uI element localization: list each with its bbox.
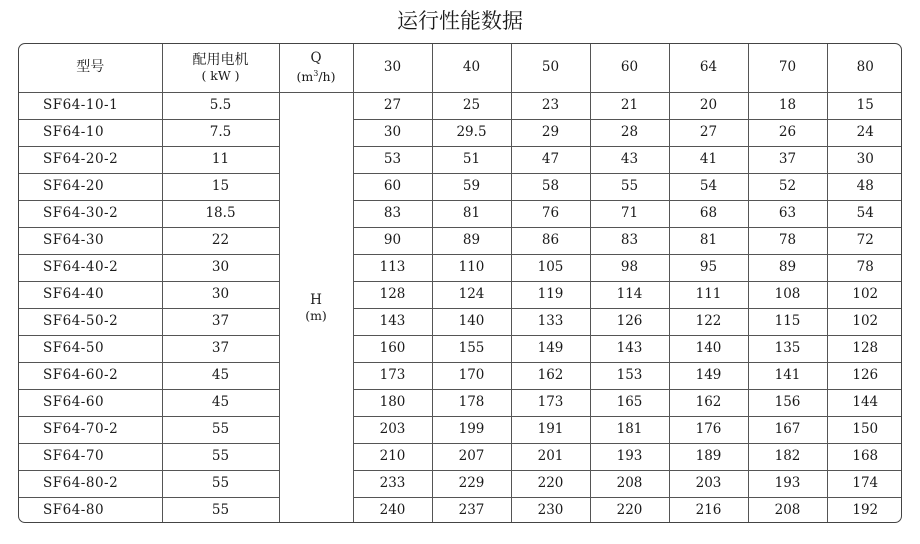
cell-head-value: 81 [432, 200, 511, 227]
cell-head-value: 181 [590, 416, 669, 443]
cell-head-value: 102 [827, 308, 902, 335]
cell-model: SF64-50 [19, 335, 162, 362]
col-header-flow-value: 30 [353, 44, 432, 92]
cell-power: 15 [162, 173, 279, 200]
cell-model: SF64-50-2 [19, 308, 162, 335]
cell-head-value: 199 [432, 416, 511, 443]
table-row [19, 497, 902, 523]
cell-head-value: 78 [748, 227, 827, 254]
cell-power: 37 [162, 335, 279, 362]
cell-power: 45 [162, 362, 279, 389]
cell-head-value: 168 [827, 443, 902, 470]
cell-head-value: 54 [669, 173, 748, 200]
table-row [19, 281, 902, 308]
col-header-flow-value: 40 [432, 44, 511, 92]
cell-head-value: 113 [353, 254, 432, 281]
cell-head-value: 124 [432, 281, 511, 308]
performance-table [18, 43, 902, 523]
cell-head-value: 25 [432, 92, 511, 119]
cell-head-value: 178 [432, 389, 511, 416]
cell-model: SF64-20-2 [19, 146, 162, 173]
cell-head-value: 86 [511, 227, 590, 254]
cell-head-value: 105 [511, 254, 590, 281]
col-header-flow-value: 64 [669, 44, 748, 92]
flow-label: Q [310, 50, 322, 67]
cell-head-value: 207 [432, 443, 511, 470]
cell-head-value: 208 [748, 497, 827, 523]
power-unit: ( kW ) [201, 67, 240, 83]
cell-head-value: 191 [511, 416, 590, 443]
cell-head-value: 230 [511, 497, 590, 523]
head-label-cell [279, 92, 353, 523]
cell-head-value: 55 [590, 173, 669, 200]
cell-head-value: 58 [511, 173, 590, 200]
flow-unit: $(m^3/h)$ [296, 69, 336, 85]
cell-head-value: 140 [669, 335, 748, 362]
cell-head-value: 153 [590, 362, 669, 389]
cell-head-value: 192 [827, 497, 902, 523]
cell-head-value: 78 [827, 254, 902, 281]
cell-head-value: 72 [827, 227, 902, 254]
table-row [19, 254, 902, 281]
cell-head-value: 174 [827, 470, 902, 497]
cell-model: SF64-30 [19, 227, 162, 254]
cell-head-value: 126 [827, 362, 902, 389]
col-header-flow-value: 70 [748, 44, 827, 92]
cell-power: 18.5 [162, 200, 279, 227]
col-header-flow-value: 50 [511, 44, 590, 92]
cell-head-value: 76 [511, 200, 590, 227]
cell-head-value: 26 [748, 119, 827, 146]
cell-head-value: 220 [511, 470, 590, 497]
head-unit: (m) [305, 308, 327, 323]
cell-head-value: 240 [353, 497, 432, 523]
cell-model: SF64-20 [19, 173, 162, 200]
cell-head-value: 160 [353, 335, 432, 362]
cell-head-value: 133 [511, 308, 590, 335]
cell-head-value: 108 [748, 281, 827, 308]
cell-head-value: 90 [353, 227, 432, 254]
cell-model: SF64-30-2 [19, 200, 162, 227]
cell-head-value: 162 [669, 389, 748, 416]
cell-head-value: 60 [353, 173, 432, 200]
table-row [19, 92, 902, 119]
table-row [19, 389, 902, 416]
power-label: 配用电机 [192, 51, 249, 68]
cell-head-value: 167 [748, 416, 827, 443]
table-row [19, 362, 902, 389]
cell-head-value: 95 [669, 254, 748, 281]
cell-head-value: 173 [511, 389, 590, 416]
cell-head-value: 193 [748, 470, 827, 497]
cell-power: 5.5 [162, 92, 279, 119]
table-row [19, 146, 902, 173]
cell-head-value: 98 [590, 254, 669, 281]
cell-head-value: 54 [827, 200, 902, 227]
cell-head-value: 180 [353, 389, 432, 416]
col-header-power [162, 44, 279, 92]
cell-head-value: 47 [511, 146, 590, 173]
cell-head-value: 71 [590, 200, 669, 227]
table-row [19, 200, 902, 227]
table-row [19, 470, 902, 497]
cell-head-value: 119 [511, 281, 590, 308]
cell-head-value: 53 [353, 146, 432, 173]
head-label: H [310, 292, 322, 308]
cell-head-value: 21 [590, 92, 669, 119]
cell-head-value: 30 [353, 119, 432, 146]
cell-model: SF64-60-2 [19, 362, 162, 389]
performance-data-table [19, 44, 902, 523]
cell-head-value: 162 [511, 362, 590, 389]
cell-head-value: 220 [590, 497, 669, 523]
cell-head-value: 41 [669, 146, 748, 173]
cell-head-value: 30 [827, 146, 902, 173]
cell-head-value: 170 [432, 362, 511, 389]
cell-power: 30 [162, 254, 279, 281]
cell-head-value: 229 [432, 470, 511, 497]
table-row [19, 308, 902, 335]
cell-head-value: 48 [827, 173, 902, 200]
cell-head-value: 110 [432, 254, 511, 281]
cell-head-value: 52 [748, 173, 827, 200]
table-body [19, 92, 902, 523]
cell-head-value: 156 [748, 389, 827, 416]
cell-model: SF64-70-2 [19, 416, 162, 443]
cell-power: 37 [162, 308, 279, 335]
cell-head-value: 173 [353, 362, 432, 389]
cell-head-value: 143 [590, 335, 669, 362]
cell-head-value: 89 [748, 254, 827, 281]
cell-head-value: 126 [590, 308, 669, 335]
cell-power: 11 [162, 146, 279, 173]
cell-head-value: 23 [511, 92, 590, 119]
cell-head-value: 20 [669, 92, 748, 119]
cell-head-value: 233 [353, 470, 432, 497]
cell-head-value: 29 [511, 119, 590, 146]
table-row [19, 335, 902, 362]
cell-head-value: 29.5 [432, 119, 511, 146]
cell-head-value: 135 [748, 335, 827, 362]
cell-head-value: 37 [748, 146, 827, 173]
cell-head-value: 43 [590, 146, 669, 173]
cell-power: 55 [162, 497, 279, 523]
table-row [19, 173, 902, 200]
cell-head-value: 203 [669, 470, 748, 497]
cell-power: 7.5 [162, 119, 279, 146]
col-header-flow-value: 80 [827, 44, 902, 92]
cell-power: 45 [162, 389, 279, 416]
cell-head-value: 111 [669, 281, 748, 308]
cell-head-value: 83 [353, 200, 432, 227]
cell-head-value: 150 [827, 416, 902, 443]
cell-head-value: 141 [748, 362, 827, 389]
cell-head-value: 81 [669, 227, 748, 254]
cell-head-value: 216 [669, 497, 748, 523]
cell-power: 55 [162, 470, 279, 497]
cell-head-value: 51 [432, 146, 511, 173]
cell-head-value: 63 [748, 200, 827, 227]
cell-model: SF64-70 [19, 443, 162, 470]
cell-head-value: 203 [353, 416, 432, 443]
cell-head-value: 27 [353, 92, 432, 119]
cell-head-value: 115 [748, 308, 827, 335]
cell-head-value: 165 [590, 389, 669, 416]
cell-head-value: 193 [590, 443, 669, 470]
cell-model: SF64-60 [19, 389, 162, 416]
cell-head-value: 155 [432, 335, 511, 362]
page-title: 运行性能数据 [397, 9, 523, 33]
cell-head-value: 128 [353, 281, 432, 308]
cell-head-value: 128 [827, 335, 902, 362]
cell-head-value: 15 [827, 92, 902, 119]
cell-power: 22 [162, 227, 279, 254]
cell-model: SF64-80 [19, 497, 162, 523]
cell-head-value: 237 [432, 497, 511, 523]
cell-head-value: 68 [669, 200, 748, 227]
cell-head-value: 83 [590, 227, 669, 254]
cell-head-value: 210 [353, 443, 432, 470]
cell-head-value: 149 [669, 362, 748, 389]
col-header-flow-value: 60 [590, 44, 669, 92]
cell-power: 55 [162, 416, 279, 443]
cell-head-value: 27 [669, 119, 748, 146]
cell-power: 55 [162, 443, 279, 470]
cell-head-value: 201 [511, 443, 590, 470]
cell-model: SF64-10 [19, 119, 162, 146]
cell-head-value: 144 [827, 389, 902, 416]
col-header-flow [279, 44, 353, 92]
cell-head-value: 189 [669, 443, 748, 470]
table-row [19, 416, 902, 443]
cell-head-value: 176 [669, 416, 748, 443]
table-row [19, 443, 902, 470]
cell-head-value: 28 [590, 119, 669, 146]
table-row [19, 119, 902, 146]
cell-head-value: 24 [827, 119, 902, 146]
cell-head-value: 59 [432, 173, 511, 200]
cell-power: 30 [162, 281, 279, 308]
cell-head-value: 102 [827, 281, 902, 308]
cell-head-value: 140 [432, 308, 511, 335]
cell-model: SF64-10-1 [19, 92, 162, 119]
cell-head-value: 122 [669, 308, 748, 335]
cell-head-value: 114 [590, 281, 669, 308]
cell-head-value: 89 [432, 227, 511, 254]
cell-model: SF64-80-2 [19, 470, 162, 497]
cell-head-value: 208 [590, 470, 669, 497]
cell-model: SF64-40 [19, 281, 162, 308]
cell-head-value: 18 [748, 92, 827, 119]
table-row [19, 227, 902, 254]
cell-head-value: 149 [511, 335, 590, 362]
cell-model: SF64-40-2 [19, 254, 162, 281]
col-header-model: 型号 [19, 44, 162, 92]
cell-head-value: 182 [748, 443, 827, 470]
header-row [19, 44, 902, 92]
cell-head-value: 143 [353, 308, 432, 335]
